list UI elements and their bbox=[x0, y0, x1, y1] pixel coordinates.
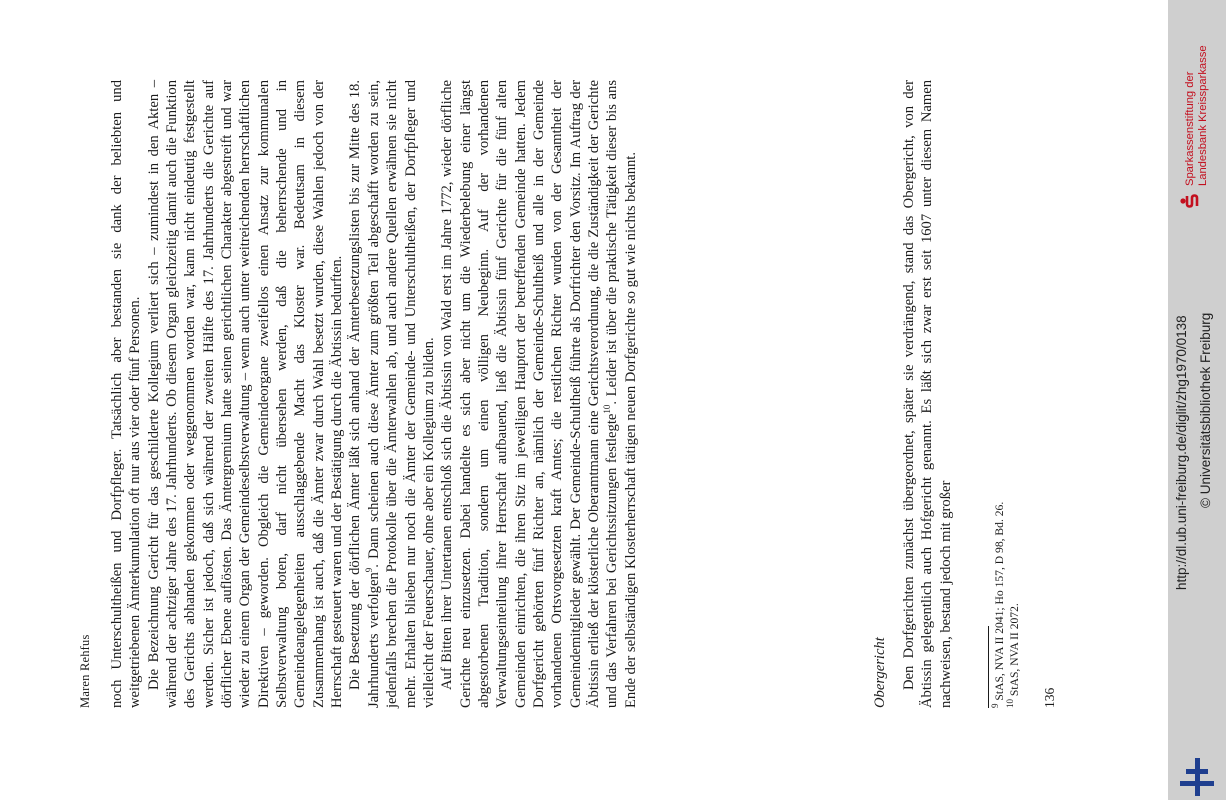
university-library-logo-icon bbox=[1180, 758, 1214, 796]
sponsor-line: Sparkassenstiftung der bbox=[1184, 71, 1196, 186]
paragraph-text: Die Besetzung der dörflichen Ämter läßt sich anhand der Ämterbesetzungslisten bis zur Mitte des 18. Jahrhunderts verfolgen bbox=[347, 80, 382, 708]
footnote-number: 9 bbox=[990, 703, 1001, 708]
section-heading: Obergericht bbox=[872, 637, 888, 708]
paragraph bbox=[438, 80, 640, 708]
sponsor-line: Landesbank Kreissparkasse bbox=[1196, 45, 1209, 186]
footnote-text: StAS, NVA II 2041; Ho 157, D 98, Bd. 26. bbox=[993, 501, 1006, 701]
library-sidebar bbox=[1168, 0, 1226, 800]
running-head-author: Maren Rehfus bbox=[78, 634, 92, 708]
paragraph: Die Bezeichnung Gericht für das geschilderte Kollegium verliert sich – zumindest in den Akten – während der achtziger Jahre des 17. Jahrhunderts. Ob diesem Organ gleichzeitig damit auch die Funktion des Gerichts abhanden gekommen oder weggenommen worden war, kann nicht eindeutig festgestellt werden. Sicher ist jedoch, daß sich während der zweiten Hälfte des 17. Jahrhunderts die Gerichte auf dörflicher Ebene auflösten. Das Ämtergremium hatte seinen gerichtlichen Charakter abgestreift und war wieder zu einem Organ der Gemeindeselbstverwaltung – wenn auch unter weitreichenden herrschaftlichen Direktiven – geworden. Obgleich die Gemeindeorgane zweifellos einen Ansatz zur kommunalen Selbstverwaltung boten, darf nicht übersehen werden, daß die beherrschende und in Gemeindeangelegenheiten ausschlaggebende Macht das Kloster war. Bedeutsam in diesem Zusammenhang ist auch, daß die Ämter zwar durch Wahl besetzt wurden, diese Wahlen jedoch von der Herrschaft gesteuert waren und der Bestätigung durch die Äbtissin bedurften. bbox=[145, 80, 346, 708]
sponsor-text bbox=[1184, 45, 1209, 186]
footnote bbox=[1007, 502, 1022, 708]
footnote bbox=[992, 502, 1007, 708]
body-text bbox=[108, 80, 640, 708]
footnote-divider bbox=[988, 626, 989, 708]
footnote-text: StAS, NVA II 2072. bbox=[1008, 603, 1021, 697]
paragraph: noch Unterschultheißen und Dorfpfleger. Tatsächlich aber bestanden sie dank der beliebten und weitgetriebenen Ämterkumulation oft nur aus vier oder fünf Personen. bbox=[109, 80, 144, 708]
sidebar-content bbox=[1168, 0, 1226, 800]
page-number: 136 bbox=[1042, 687, 1057, 708]
paragraph: Den Dorfgerichten zunächst übergeordnet, später sie verdrängend, stand das Obergericht, von der Äbtissin gelegentlich auch Hofgericht genannt. Es läßt sich zwar erst seit 1607 unter diesem Namen nachweisen, bestand jedoch mit großer bbox=[901, 80, 954, 708]
sparkasse-logo-icon bbox=[1180, 194, 1200, 208]
copyright-notice: © Universitätsbibliothek Freiburg bbox=[1198, 312, 1213, 508]
footnote-mark: 9 bbox=[363, 567, 374, 573]
obergericht-text bbox=[900, 80, 955, 708]
paragraph-text: . Leider ist über die praktische Tätigkeit dieser bis ans Ende der selbständigen Klosterherrschaft tätigen neuen Dorfgerichte so gut wie nichts bekannt. bbox=[604, 80, 639, 708]
paragraph-text: Auf Bitten ihrer Untertanen entschloß sich die Äbtissin von Wald erst im Jahre 1772, wieder dörfliche Gerichte neu einzusetzen. Dabei handelte es sich aber nicht um die Wiederbelebung einer längst abgestorbenen Tradition, sondern um einen völligen Neubeginn. Auf der vorhandenen Verwaltungseinteilung ihrer Herrschaft aufbauend, ließ die Äbtissin fünf Gerichte für die fünf alten Gemeinden einrichten, die ihren Sitz im jeweiligen Hauptort der betreffenden Gemeinde hatten. Jedem Dorfgericht gehörten fünf Richter an, nämlich der Gemeinde-Schultheiß und alle in der Gemeinde vorhandenen Ortsvorgesetzten kraft Amtes; die restlichen Richter wurden von der Gesamtheit der Gemeindemitglieder gewählt. Der Gemeinde-Schultheiß führte als Dorfrichter den Vorsitz. Im Auftrag der Äbtissin erließ der klösterliche Oberamtmann eine Gerichtsverordnung, die die Zuständigkeit der Gerichte und das Verfahren bei Gerichtssitzungen festlegte bbox=[439, 80, 621, 708]
footnotes bbox=[992, 502, 1022, 708]
paragraph-text: . Dann scheinen auch diese Ämter zum größten Teil abgeschafft worden zu sein, jedenfalls brechen die Protokolle über die Ämterwahlen ab, und auch andere Quellen erwähnen sie nicht mehr. Erhalten blieben nur noch die Ämter der Gemeinde- und Unterschultheißen, der Dorfpfleger und vielleicht der Feuerschauer, ohne aber ein Kollegium zu bilden. bbox=[365, 79, 437, 708]
footnote-number: 10 bbox=[1005, 699, 1016, 708]
footnote-mark: 10 bbox=[602, 404, 613, 414]
paragraph bbox=[346, 80, 438, 708]
permalink-link[interactable]: http://dl.ub.uni-freiburg.de/diglit/zhg1970/0138 bbox=[1174, 315, 1189, 590]
